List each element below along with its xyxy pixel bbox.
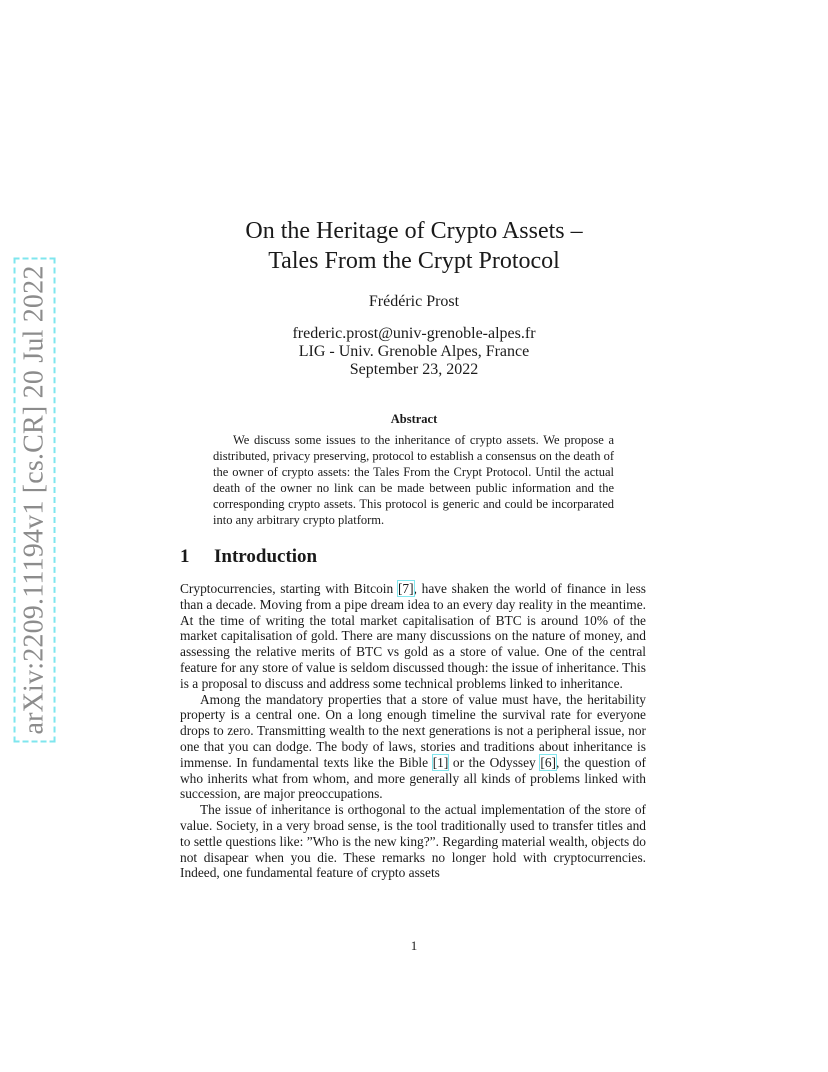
paragraph-1-text-b: , have shaken the world of finance in less than a decade. Moving from a pipe dream idea to an every day reality in the meantime. At the time of writing the total market capitalisation of BTC is around 10% of the market capitalisation of gold. There are many discussions on the nature of money, and assessing the relative merits of BTC vs gold as a store of value. One of the central feature for any store of value is seldom discussed though: the issue of inheritance. This is a proposal to discuss and address some technical problems linked to inheritance.: [180, 581, 646, 691]
paragraph-3: The issue of inheritance is orthogonal to the actual implementation of the store of value. Society, in a very broad sense, is the tool traditionally used to transfer titles and to settle questions like: ”Who is the new king?”. Regarding material wealth, objects do not disapear when you die. These remarks no longer hold with cryptocurrencies. Indeed, one fundamental feature of crypto assets: [180, 802, 646, 881]
paragraph-1-text-a: Cryptocurrencies, starting with Bitcoin: [180, 581, 398, 596]
section-heading: [180, 545, 317, 569]
paper-date: September 23, 2022: [349, 361, 479, 378]
author-email: frederic.prost@univ-grenoble-alpes.fr: [292, 325, 536, 342]
title-line-1: On the Heritage of Crypto Assets –: [245, 218, 583, 244]
paper-title: [0, 216, 828, 276]
section-number: 1: [180, 546, 190, 567]
abstract-heading: Abstract: [390, 412, 438, 426]
paragraph-2: [180, 692, 646, 803]
paragraph-1: [180, 581, 646, 692]
page-number: 1: [410, 938, 418, 953]
paragraph-2-text-c: , the question of who inherits what from whom, and more generally all kinds of problems linked with succession, are major preoccupations.: [180, 754, 647, 802]
author-name: Frédéric Prost: [368, 293, 460, 310]
paragraph-2-text-a: Among the mandatory properties that a store of value must have, the heritability property is a central one. On a long enough timeline the survival rate for everyone drops to zero. Transmitting wealth to the next generations is not a peripheral issue, nor one that you can dodge. The body of laws, stories and traditions about inheritance is immense. In fundamental texts like the Bible: [180, 691, 646, 770]
citation-link-6[interactable]: [6]: [540, 754, 556, 770]
abstract-text: We discuss some issues to the inheritance of crypto assets. We propose a distributed, privacy preserving, protocol to establish a consensus on the death of the owner of crypto assets: the Tales From the Crypt Protocol. Until the actual death of the owner no link can be made between public information and the corresponding crypto assets. This protocol is generic and could be incorparated into any arbitrary crypto platform.: [213, 433, 614, 527]
author-affiliation: LIG - Univ. Grenoble Alpes, France: [298, 343, 530, 360]
paragraph-2-text-b: or the Odyssey: [448, 754, 541, 770]
citation-link-7[interactable]: [7]: [397, 581, 414, 596]
title-line-2: Tales From the Crypt Protocol: [268, 248, 560, 274]
author-affiliation-block: [0, 325, 828, 379]
section-title: Introduction: [214, 546, 318, 567]
arxiv-identifier-link[interactable]: arXiv:2209.11194v1 [cs.CR] 20 Jul 2022: [14, 257, 56, 742]
body-text: [180, 581, 646, 881]
citation-link-1[interactable]: [1]: [432, 754, 449, 770]
